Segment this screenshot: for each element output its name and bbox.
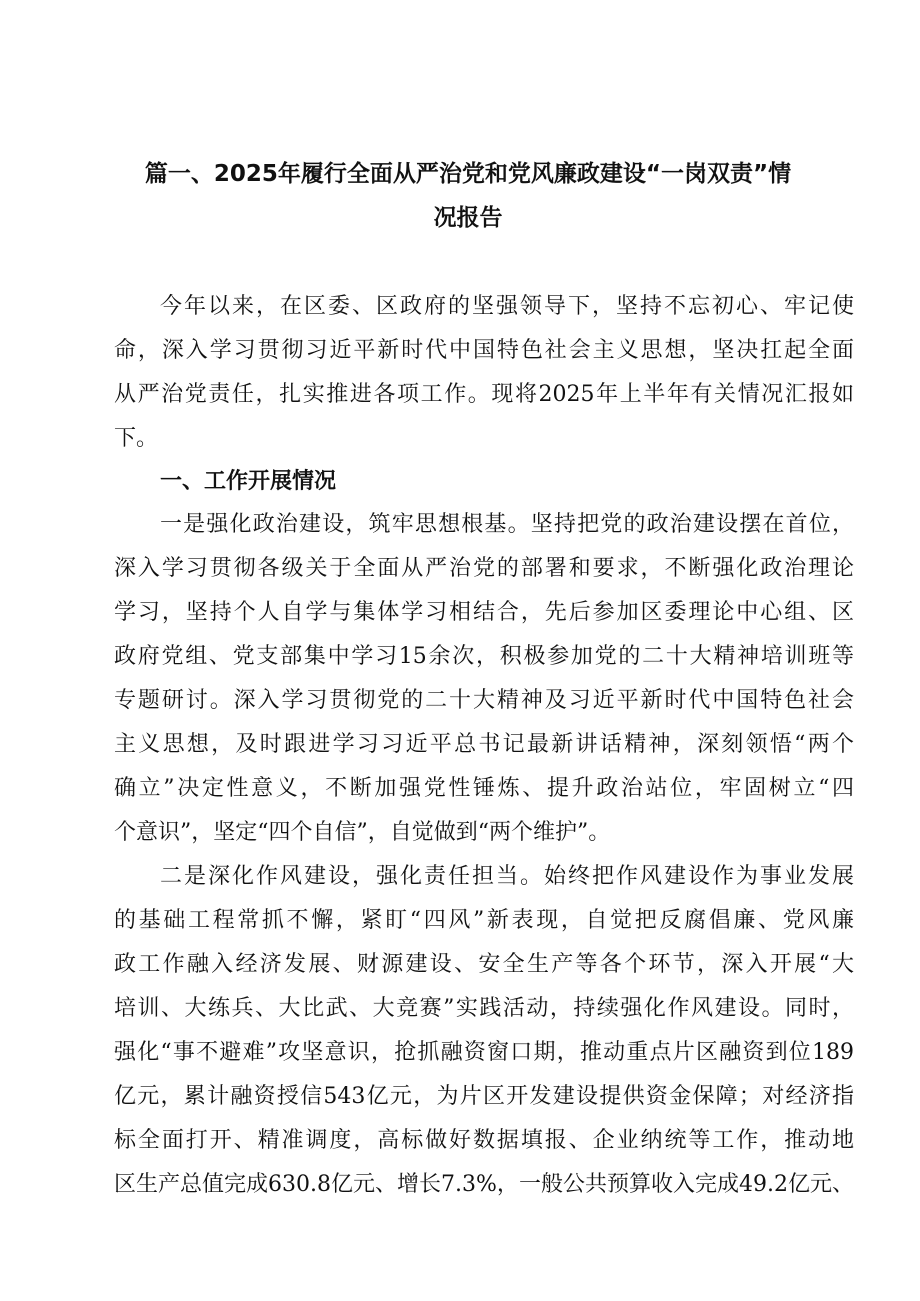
- paragraph-line: 主义思想，及时跟进学习习近平总书记最新讲话精神，深刻领悟“两个: [114, 732, 854, 757]
- paragraph-line: 一是强化政治建设，筑牢思想根基。坚持把党的政治建设摆在首位，: [160, 512, 854, 537]
- paragraph-line: 二是深化作风建设，强化责任担当。始终把作风建设作为事业发展: [160, 864, 854, 889]
- paragraph-line: 下。: [114, 426, 159, 451]
- paragraph-line: 亿元，累计融资授信543亿元，为片区开发建设提供资金保障；对经济指: [114, 1084, 854, 1109]
- paragraph-line: 命，深入学习贯彻习近平新时代中国特色社会主义思想，坚决扛起全面: [114, 338, 854, 363]
- paragraph-line: 培训、大练兵、大比武、大竞赛”实践活动，持续强化作风建设。同时，: [114, 996, 854, 1021]
- paragraph-line: 今年以来，在区委、区政府的坚强领导下，坚持不忘初心、牢记使: [160, 294, 854, 319]
- paragraph-line: 专题研讨。深入学习贯彻党的二十大精神及习近平新时代中国特色社会: [114, 688, 854, 713]
- paragraph-line: 的基础工程常抓不懈，紧盯“四风”新表现，自觉把反腐倡廉、党风廉: [114, 908, 854, 933]
- paragraph-line: 从严治党责任，扎实推进各项工作。现将2025年上半年有关情况汇报如: [114, 382, 854, 407]
- paragraph-line: 强化“事不避难”攻坚意识，抢抓融资窗口期，推动重点片区融资到位189: [114, 1040, 854, 1065]
- paragraph-line: 标全面打开、精准调度，高标做好数据填报、企业纳统等工作，推动地: [114, 1128, 854, 1153]
- paragraph-line: 学习，坚持个人自学与集体学习相结合，先后参加区委理论中心组、区: [114, 600, 854, 625]
- document-title-line-2: 况报告: [433, 205, 503, 231]
- section-heading: 一、工作开展情况: [160, 469, 337, 494]
- paragraph-line: 政工作融入经济发展、财源建设、安全生产等各个环节，深入开展“大: [114, 952, 854, 977]
- document-title-line-1: 篇一、2025年履行全面从严治党和党风廉政建设“一岗双责”情: [144, 161, 792, 187]
- paragraph-line: 确立”决定性意义，不断加强党性锤炼、提升政治站位，牢固树立“四: [114, 776, 854, 801]
- paragraph-line: 深入学习贯彻各级关于全面从严治党的部署和要求，不断强化政治理论: [114, 556, 854, 581]
- paragraph-line: 个意识”，坚定“四个自信”，自觉做到“两个维护”。: [114, 820, 611, 845]
- paragraph-line: 区生产总值完成630.8亿元、增长7.3%，一般公共预算收入完成49.2亿元、: [114, 1172, 854, 1197]
- paragraph-line: 政府党组、党支部集中学习15余次，积极参加党的二十大精神培训班等: [114, 644, 854, 669]
